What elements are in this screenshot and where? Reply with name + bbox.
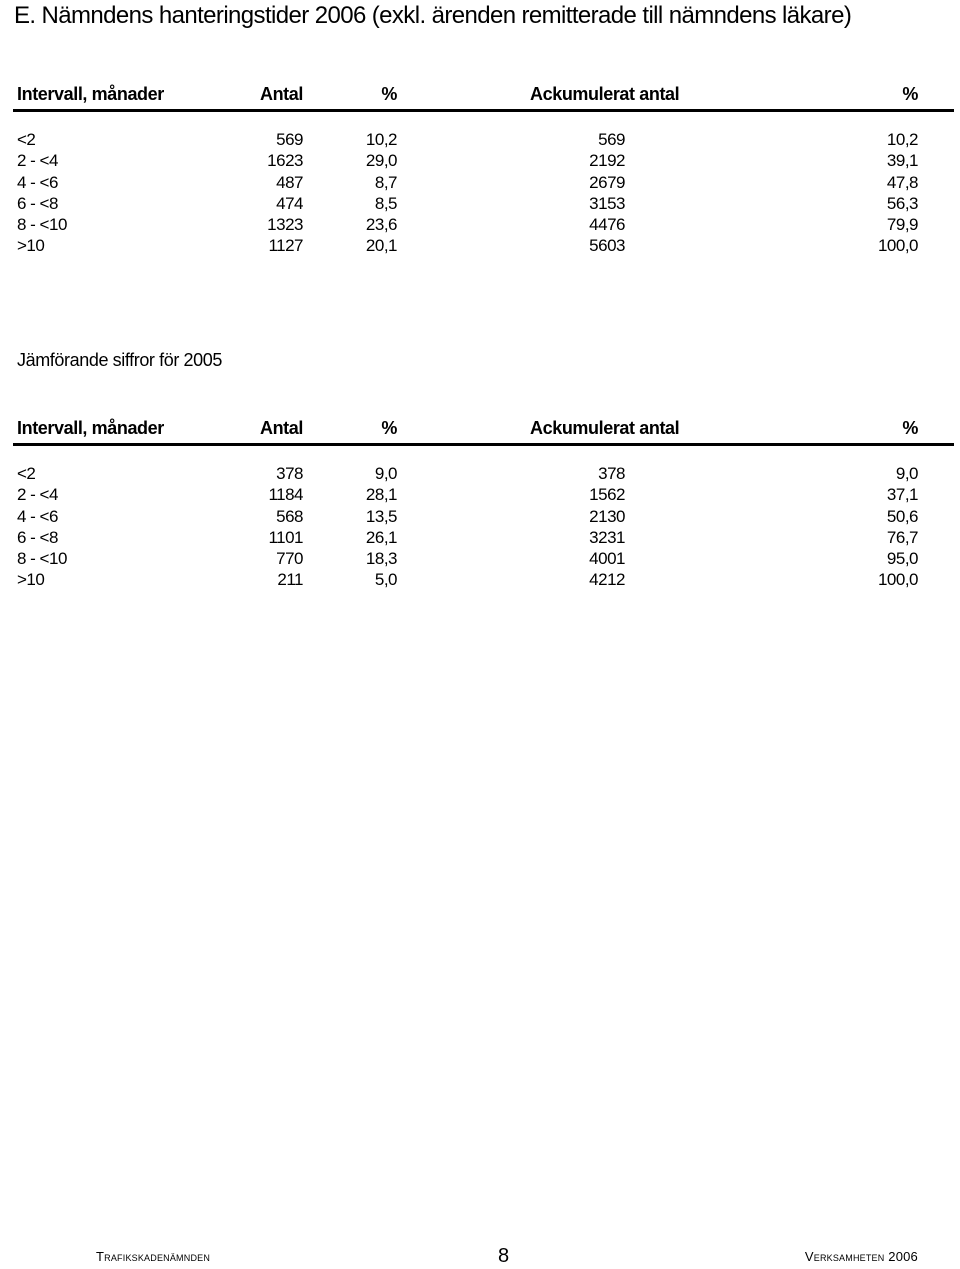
cell-ackumulerat-antal: 4476 [589,215,625,235]
cell-antal: 1101 [268,527,303,547]
table-row [0,485,960,506]
footer-organization: Trafikskadenämnden [96,1249,211,1264]
cell-percent: 8,7 [374,172,397,192]
cell-ackumulerat-percent: 39,1 [886,151,918,171]
cell-ackumulerat-antal: 3153 [589,193,625,213]
cell-antal: 487 [276,172,303,192]
cell-interval: >10 [17,236,45,256]
cell-antal: 1623 [267,151,303,171]
cell-percent: 20,1 [365,236,397,256]
table-header [0,410,960,446]
cell-ackumulerat-antal: 5603 [589,236,625,256]
cell-ackumulerat-percent: 37,1 [886,485,918,505]
table-row [0,130,960,151]
cell-ackumulerat-antal: 2679 [589,172,625,192]
header-antal: Antal [259,84,303,104]
table-body [0,464,960,592]
table-row [0,194,960,215]
table-row [0,464,960,485]
cell-interval: 2 - <4 [17,151,58,171]
cell-percent: 5,0 [374,570,397,590]
cell-ackumulerat-percent: 100,0 [877,570,918,590]
header-ackumulerat-percent: % [902,418,918,438]
page-footer [0,1245,960,1269]
cell-interval: 6 - <8 [17,527,58,547]
cell-ackumulerat-antal: 2192 [589,151,625,171]
cell-percent: 13,5 [365,506,397,526]
header-ackumulerat-antal: Ackumulerat antal [530,84,680,104]
header-percent: % [381,418,397,438]
header-percent: % [381,84,397,104]
cell-antal: 1184 [268,485,303,505]
table-row [0,528,960,549]
cell-percent: 26,1 [365,527,397,547]
cell-percent: 10,2 [365,130,397,149]
table-2005 [0,410,960,592]
cell-ackumulerat-percent: 47,8 [886,172,918,192]
table-row [0,151,960,172]
table-body [0,130,960,258]
cell-percent: 9,0 [374,464,397,483]
cell-interval: 4 - <6 [17,506,58,526]
page-number: 8 [498,1245,510,1267]
cell-ackumulerat-percent: 95,0 [886,549,918,569]
cell-antal: 211 [277,570,303,590]
header-interval: Intervall, månader [17,418,164,438]
header-interval: Intervall, månader [17,84,164,104]
header-rule [13,109,954,112]
cell-interval: 4 - <6 [17,172,58,192]
table-row [0,236,960,257]
table-row [0,570,960,591]
cell-interval: 8 - <10 [17,549,67,569]
table-row [0,173,960,194]
page-title: E. Nämndens hanteringstider 2006 (exkl. ärenden remitterade till nämndens läkare) [14,2,852,29]
header-rule [13,443,954,446]
cell-ackumulerat-antal: 1562 [589,485,625,505]
cell-antal: 569 [276,130,303,149]
cell-percent: 29,0 [365,151,397,171]
table-row [0,549,960,570]
table-row [0,215,960,236]
cell-antal: 378 [276,464,303,483]
cell-ackumulerat-antal: 4001 [589,549,625,569]
cell-ackumulerat-antal: 2130 [589,506,625,526]
cell-percent: 23,6 [365,215,397,235]
cell-ackumulerat-antal: 4212 [589,570,625,590]
cell-interval: 2 - <4 [17,485,58,505]
cell-interval: >10 [17,570,45,590]
cell-interval: <2 [17,130,36,149]
cell-antal: 1323 [267,215,303,235]
table-2006 [0,76,960,258]
cell-ackumulerat-antal: 3231 [589,527,625,547]
cell-interval: 8 - <10 [17,215,67,235]
table-row [0,507,960,528]
cell-ackumulerat-percent: 100,0 [877,236,918,256]
cell-ackumulerat-antal: 378 [598,464,625,483]
cell-percent: 8,5 [374,193,397,213]
cell-ackumulerat-percent: 79,9 [886,215,918,235]
cell-ackumulerat-antal: 569 [598,130,625,149]
header-ackumulerat-percent: % [902,84,918,104]
table-header [0,76,960,112]
cell-antal: 568 [276,506,303,526]
header-ackumulerat-antal: Ackumulerat antal [530,418,680,438]
cell-ackumulerat-percent: 10,2 [886,130,918,149]
footer-report-title: Verksamheten 2006 [804,1249,918,1264]
cell-ackumulerat-percent: 56,3 [886,193,918,213]
cell-percent: 18,3 [365,549,397,569]
comparison-heading: Jämförande siffror för 2005 [17,350,222,370]
cell-ackumulerat-percent: 50,6 [886,506,918,526]
cell-interval: <2 [17,464,36,483]
cell-interval: 6 - <8 [17,193,58,213]
cell-antal: 770 [276,549,303,569]
cell-ackumulerat-percent: 9,0 [895,464,918,483]
cell-ackumulerat-percent: 76,7 [886,527,918,547]
header-antal: Antal [259,418,303,438]
cell-antal: 1127 [268,236,303,256]
cell-percent: 28,1 [365,485,397,505]
cell-antal: 474 [276,193,303,213]
